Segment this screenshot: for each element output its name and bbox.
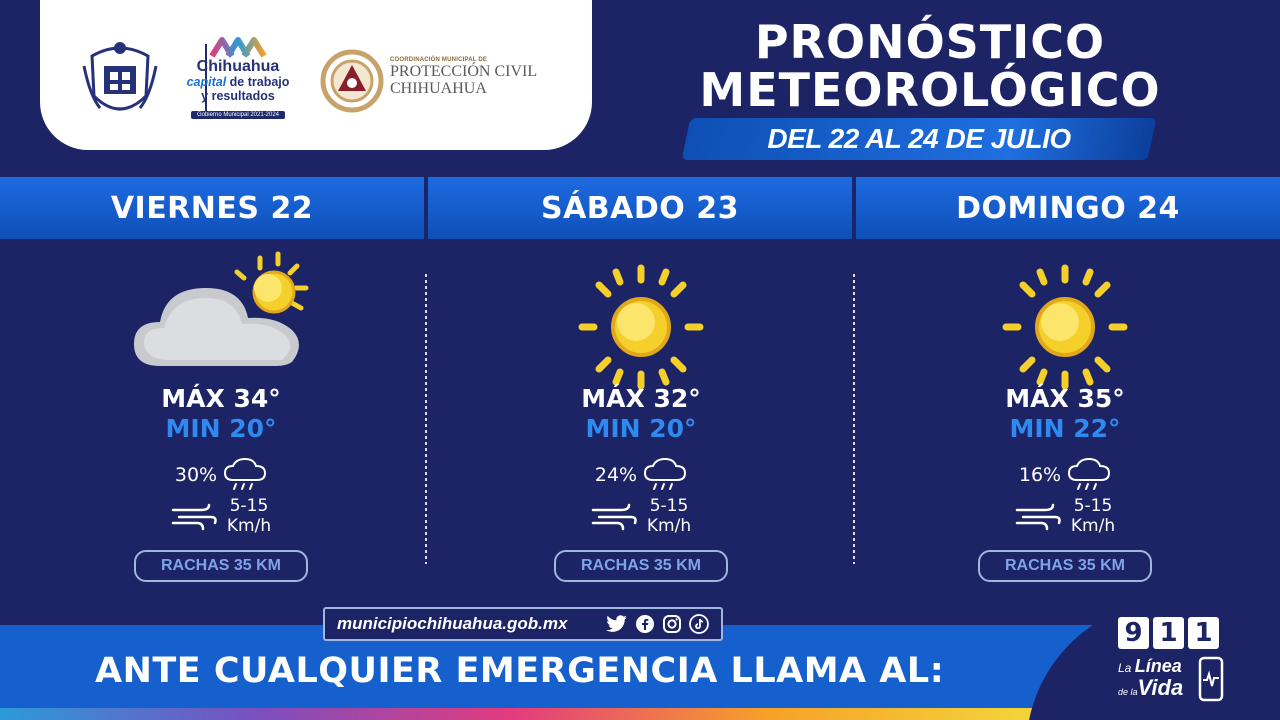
facebook-icon[interactable] [635,614,655,634]
rain-row [8,458,434,492]
tiktok-icon[interactable] [689,614,709,634]
wind-unit: Km/h [1070,516,1116,536]
forecast-saturday [428,248,854,588]
digit: 1 [1188,617,1219,649]
title-line1: PRONÓSTICO [754,15,1106,69]
forecast-sunday [852,248,1278,588]
phone-icon [1198,656,1224,702]
max-temp: MÁX 32° [581,384,701,413]
rain-cloud-icon [223,458,267,492]
max-temp: MÁX 34° [161,384,281,413]
max-temp: MÁX 35° [1005,384,1125,413]
rain-chance: 16% [1018,464,1062,486]
min-temp: MIN 20° [165,414,277,443]
min-temp: MIN 22° [1009,414,1121,443]
chihuahua-logo-mark-icon [208,36,268,58]
tagline-capital: capital [186,75,227,89]
tagline-de-trabajo: de trabajo [229,75,290,89]
wind-speed [647,496,691,536]
wind-unit: Km/h [646,516,692,536]
wind-icon [591,501,637,531]
digit: 1 [1153,617,1184,649]
chihuahua-tagline-2: y resultados [201,89,275,103]
day-header-sunday: DOMINGO 24 [856,177,1280,239]
wind-speed [227,496,271,536]
pc-line2: CHIHUAHUA [390,80,487,97]
website-box[interactable] [323,607,723,641]
linea-dela: de la [1118,687,1138,697]
wind-range: 5-15 [229,496,269,516]
pc-small: COORDINACIÓN MUNICIPAL DE [390,57,488,63]
digit: 9 [1118,617,1149,649]
wind-range: 5-15 [649,496,689,516]
title-line2: METEOROLÓGICO [699,63,1161,117]
forecast-friday [8,248,434,588]
day-header-friday: VIERNES 22 [0,177,424,239]
min-temp: MIN 20° [585,414,697,443]
chihuahua-name: Chihuahua [196,58,280,75]
chihuahua-period: Gobierno Municipal 2021-2024 [191,111,285,119]
wind-unit: Km/h [226,516,272,536]
wind-range: 5-15 [1073,496,1113,516]
proteccion-civil-emblem-icon [320,49,384,113]
partly-cloudy-icon [126,248,316,378]
gust-badge: RACHAS 35 KM [134,550,308,582]
rain-cloud-icon [643,458,687,492]
wind-row [8,496,434,536]
wind-speed [1071,496,1115,536]
municipal-shield-icon [80,36,160,126]
linea-vida: Vida [1137,675,1184,700]
sun-icon [1000,262,1130,392]
rain-chance: 30% [174,464,218,486]
emergency-number[interactable] [1118,617,1219,649]
instagram-icon[interactable] [662,614,682,634]
day-header-saturday: SÁBADO 23 [428,177,852,239]
linea-linea: Línea [1134,656,1182,676]
rain-cloud-icon [1067,458,1111,492]
website-link[interactable]: municipiochihuahua.gob.mx [337,614,568,633]
logo-card [40,0,592,150]
rain-row [852,458,1278,492]
sun-icon [576,262,706,392]
date-range: DEL 22 AL 24 DE JULIO [767,123,1071,154]
twitter-icon[interactable] [606,615,628,633]
wind-row [428,496,854,536]
linea-la: La [1118,661,1132,675]
wind-row [852,496,1278,536]
pc-line1: PROTECCIÓN CIVIL [390,63,538,80]
rain-chance: 24% [594,464,638,486]
page-title [640,15,1220,117]
gust-badge: RACHAS 35 KM [978,550,1152,582]
chihuahua-tagline-1 [178,75,298,89]
emergency-message: ANTE CUALQUIER EMERGENCIA LLAMA AL: [95,651,945,691]
gust-badge: RACHAS 35 KM [554,550,728,582]
chihuahua-logo [178,36,298,121]
social-icons [606,614,709,634]
proteccion-civil-text [390,57,537,97]
wind-icon [171,501,217,531]
rain-row [428,458,854,492]
wind-icon [1015,501,1061,531]
